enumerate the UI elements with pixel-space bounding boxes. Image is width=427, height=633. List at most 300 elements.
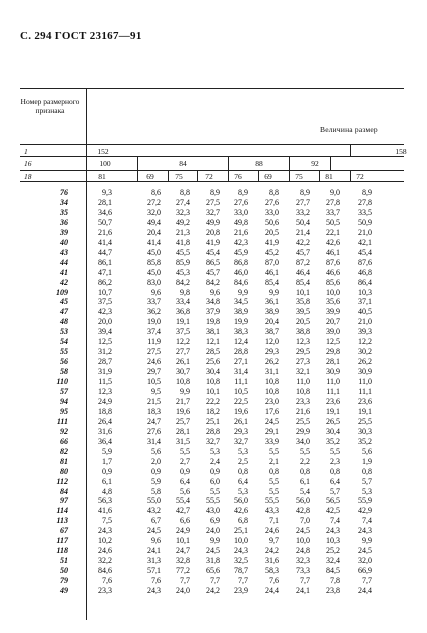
table-cell: 29,3: [234, 426, 248, 436]
table-cell: 33,7: [147, 297, 161, 307]
table-cell: 5,3: [238, 486, 248, 496]
header-row3-value-5: 69: [264, 172, 272, 181]
table-cell: 58,3: [265, 566, 279, 576]
table-cell: 12,1: [206, 337, 220, 347]
table-cell: 24,6: [265, 526, 279, 536]
table-cell: 86,1: [98, 257, 112, 267]
table-cell: 46,4: [296, 267, 310, 277]
table-cell: 24,2: [206, 586, 220, 595]
table-cell: 2,5: [238, 456, 248, 466]
table-cell: 45,0: [147, 247, 161, 257]
table-cell: 10,5: [147, 377, 161, 387]
row-key: 92: [60, 426, 68, 436]
row-key: 112: [56, 476, 68, 486]
table-cell: 31,4: [147, 436, 161, 446]
table-cell: 42,3: [234, 237, 248, 247]
table-cell: 39,3: [358, 327, 372, 337]
table-cell: 24,5: [296, 526, 310, 536]
table-cell: 32,7: [206, 207, 220, 217]
table-cell: 27,8: [326, 197, 340, 207]
table-cell: 43,3: [265, 506, 279, 516]
header-rule-2: [20, 156, 404, 157]
table-cell: 24,5: [358, 546, 372, 556]
table-cell: 32,7: [206, 436, 220, 446]
table-cell: 10,0: [326, 287, 340, 297]
table-cell: 24,5: [206, 546, 220, 556]
table-cell: 55,9: [358, 496, 372, 506]
table-cell: 5,5: [269, 446, 279, 456]
header-row1-value-0: 152: [97, 147, 109, 156]
table-cell: 11,0: [358, 377, 372, 387]
table-cell: 23,3: [98, 586, 112, 595]
row-key: 44: [60, 257, 68, 267]
table-cell: 10,0: [234, 536, 248, 546]
row-key: 54: [60, 337, 68, 347]
table-cell: 9,9: [269, 287, 279, 297]
header-divider-2-1: [228, 156, 229, 170]
table-cell: 10,1: [296, 287, 310, 297]
table-cell: 20,4: [265, 317, 279, 327]
header-row2-value-1: 84: [179, 159, 187, 168]
row-key: 48: [60, 317, 68, 327]
table-cell: 7,7: [210, 576, 220, 586]
table-cell: 34,6: [98, 207, 112, 217]
table-cell: 19,9: [234, 317, 248, 327]
header-row3-value-6: 75: [295, 172, 303, 181]
table-cell: 10,8: [296, 387, 310, 396]
row-key: 39: [60, 227, 68, 237]
table-cell: 33,7: [326, 207, 340, 217]
table-cell: 19,6: [234, 406, 248, 416]
table-cell: 12,2: [176, 337, 190, 347]
table-cell: 41,8: [176, 237, 190, 247]
table-cell: 25,6: [206, 357, 220, 367]
label-column-title: Номер размерного признака: [20, 97, 80, 115]
header-key-2: 18: [24, 172, 32, 181]
table-cell: 21,0: [358, 227, 372, 237]
table-cell: 32,3: [176, 207, 190, 217]
table-cell: 55,5: [206, 496, 220, 506]
table-cell: 29,7: [147, 367, 161, 377]
table-cell: 43,2: [147, 506, 161, 516]
row-key: 118: [56, 546, 68, 556]
row-key: 95: [60, 406, 68, 416]
table-cell: 19,1: [358, 406, 372, 416]
row-key: 47: [60, 307, 68, 317]
table-cell: 86,5: [206, 257, 220, 267]
row-key: 35: [60, 207, 68, 217]
table-cell: 28,7: [98, 357, 112, 367]
table-cell: 9,9: [180, 387, 190, 396]
table-cell: 10,8: [206, 377, 220, 387]
table-cell: 6,4: [330, 476, 340, 486]
row-key: 80: [60, 466, 68, 476]
table-cell: 11,0: [326, 377, 340, 387]
header-row3-value-7: 81: [325, 172, 333, 181]
table-cell: 45,2: [265, 247, 279, 257]
table-cell: 9,6: [151, 536, 161, 546]
table-cell: 21,0: [358, 317, 372, 327]
table-cell: 1,7: [102, 456, 112, 466]
table-cell: 8,9: [362, 188, 372, 197]
table-cell: 2,0: [151, 456, 161, 466]
row-key: 55: [60, 347, 68, 357]
table-cell: 29,1: [265, 426, 279, 436]
table-cell: 85,4: [265, 277, 279, 287]
table-cell: 5,5: [269, 486, 279, 496]
row-key: 66: [60, 436, 68, 446]
table-cell: 47,1: [98, 267, 112, 277]
table-cell: 7,4: [362, 516, 372, 526]
table-cell: 22,1: [326, 227, 340, 237]
header-row3-value-8: 72: [356, 172, 364, 181]
table-cell: 24,0: [176, 586, 190, 595]
table-cell: 5,5: [300, 446, 310, 456]
table-cell: 25,1: [234, 526, 248, 536]
table-cell: 31,6: [98, 426, 112, 436]
table-cell: 31,9: [98, 367, 112, 377]
table-cell: 10,8: [265, 387, 279, 396]
table-cell: 21,4: [296, 227, 310, 237]
table-cell: 24,2: [265, 546, 279, 556]
table-cell: 24,1: [147, 546, 161, 556]
table-cell: 32,4: [326, 556, 340, 566]
table-cell: 24,6: [98, 546, 112, 556]
table-cell: 8,9: [300, 188, 310, 197]
table-cell: 21,3: [176, 227, 190, 237]
table-cell: 45,9: [234, 247, 248, 257]
table-cell: 43,0: [206, 506, 220, 516]
header-rule-4: [20, 181, 404, 182]
table-cell: 6,7: [151, 516, 161, 526]
header-row1-value-1: 158: [395, 147, 407, 156]
table-cell: 26,1: [234, 416, 248, 426]
table-cell: 56,0: [234, 496, 248, 506]
table-cell: 31,4: [234, 367, 248, 377]
table-cell: 21,7: [176, 396, 190, 406]
row-key: 40: [60, 237, 68, 247]
table-cell: 86,8: [234, 257, 248, 267]
table-cell: 18,8: [98, 406, 112, 416]
table-cell: 42,5: [326, 506, 340, 516]
header-row2-value-3: 92: [311, 159, 319, 168]
table-cell: 12,2: [358, 337, 372, 347]
table-cell: 84,6: [234, 277, 248, 287]
table-cell: 32,0: [358, 556, 372, 566]
table-cell: 87,0: [265, 257, 279, 267]
table-cell: 5,5: [330, 446, 340, 456]
table-cell: 45,7: [206, 267, 220, 277]
table-cell: 0,9: [180, 466, 190, 476]
table-cell: 45,0: [147, 267, 161, 277]
table-cell: 33,0: [265, 207, 279, 217]
row-key: 42: [60, 277, 68, 287]
table-cell: 0,8: [330, 466, 340, 476]
row-key: 41: [60, 267, 68, 277]
table-cell: 10,1: [206, 387, 220, 396]
table-cell: 8,9: [238, 188, 248, 197]
table-cell: 27,6: [265, 197, 279, 207]
table-cell: 26,2: [265, 357, 279, 367]
table-cell: 2,1: [269, 456, 279, 466]
table-cell: 24,3: [358, 526, 372, 536]
table-cell: 46,6: [326, 267, 340, 277]
table-cell: 5,5: [269, 476, 279, 486]
table-cell: 24,4: [358, 586, 372, 595]
table-cell: 5,9: [151, 476, 161, 486]
table-cell: 25,1: [206, 416, 220, 426]
table-cell: 28,8: [206, 426, 220, 436]
table-cell: 10,5: [234, 387, 248, 396]
table-cell: 45,4: [358, 247, 372, 257]
table-cell: 7,7: [362, 576, 372, 586]
table-cell: 6,8: [238, 516, 248, 526]
table-cell: 36,8: [176, 307, 190, 317]
table-cell: 32,8: [176, 556, 190, 566]
table-cell: 20,8: [206, 227, 220, 237]
table-cell: 49,2: [176, 217, 190, 227]
table-cell: 29,5: [296, 347, 310, 357]
table-cell: 33,0: [234, 207, 248, 217]
table-cell: 42,2: [296, 237, 310, 247]
table-cell: 42,9: [358, 506, 372, 516]
table-cell: 9,8: [180, 287, 190, 297]
table-cell: 7,8: [330, 576, 340, 586]
table-cell: 7,6: [102, 576, 112, 586]
header-divider-1: [350, 144, 351, 156]
table-cell: 84,6: [98, 566, 112, 576]
table-cell: 7,6: [269, 576, 279, 586]
table-cell: 25,7: [176, 416, 190, 426]
header-row3-value-3: 72: [205, 172, 213, 181]
table-cell: 23,9: [234, 586, 248, 595]
table-cell: 24,8: [296, 546, 310, 556]
table-cell: 85,4: [296, 277, 310, 287]
table-cell: 28,1: [98, 197, 112, 207]
table-cell: 56,0: [296, 496, 310, 506]
table-cell: 5,8: [151, 486, 161, 496]
table-cell: 19,1: [176, 317, 190, 327]
table-cell: 7,7: [300, 576, 310, 586]
table-cell: 31,5: [176, 436, 190, 446]
table-cell: 24,5: [147, 526, 161, 536]
table-cell: 10,8: [265, 377, 279, 387]
table-cell: 31,2: [98, 347, 112, 357]
table-cell: 83,0: [147, 277, 161, 287]
table-cell: 33,5: [358, 207, 372, 217]
table-cell: 39,9: [326, 307, 340, 317]
table-cell: 39,4: [98, 327, 112, 337]
row-key: 94: [60, 396, 68, 406]
table-cell: 45,4: [206, 247, 220, 257]
table-cell: 8,8: [269, 188, 279, 197]
table-cell: 9,5: [151, 387, 161, 396]
table-cell: 19,1: [326, 406, 340, 416]
table-cell: 21,6: [296, 406, 310, 416]
table-cell: 27,8: [358, 197, 372, 207]
table-cell: 38,1: [206, 327, 220, 337]
table-cell: 86,2: [98, 277, 112, 287]
table-cell: 41,9: [265, 237, 279, 247]
header-row2-value-2: 88: [255, 159, 263, 168]
table-cell: 32,3: [296, 556, 310, 566]
table-cell: 23,0: [265, 396, 279, 406]
table-cell: 55,4: [176, 496, 190, 506]
table-cell: 39,5: [296, 307, 310, 317]
table-cell: 32,7: [234, 436, 248, 446]
table-cell: 42,1: [358, 237, 372, 247]
table-cell: 6,1: [300, 476, 310, 486]
table-cell: 50,4: [296, 217, 310, 227]
table-cell: 24,0: [206, 526, 220, 536]
table-cell: 19,6: [176, 406, 190, 416]
table-cell: 31,6: [265, 556, 279, 566]
table-cell: 7,7: [238, 576, 248, 586]
table-cell: 85,9: [176, 257, 190, 267]
table-cell: 29,9: [296, 426, 310, 436]
table-cell: 0,9: [102, 466, 112, 476]
table-cell: 37,9: [206, 307, 220, 317]
table-cell: 24,3: [147, 586, 161, 595]
table-cell: 5,4: [300, 486, 310, 496]
table-cell: 49,4: [147, 217, 161, 227]
table-cell: 87,2: [296, 257, 310, 267]
table-cell: 45,7: [296, 247, 310, 257]
table-cell: 46,0: [234, 267, 248, 277]
table-cell: 84,2: [206, 277, 220, 287]
table-cell: 27,2: [147, 197, 161, 207]
header-row3-value-1: 69: [146, 172, 154, 181]
table-cell: 28,8: [234, 347, 248, 357]
table-cell: 42,6: [326, 237, 340, 247]
table-cell: 5,3: [362, 486, 372, 496]
table-cell: 56,5: [326, 496, 340, 506]
table-cell: 23,3: [296, 396, 310, 406]
table-cell: 78,7: [234, 566, 248, 576]
table-cell: 11,1: [234, 377, 248, 387]
header-divider-2-2: [289, 156, 290, 170]
table-cell: 50,9: [358, 217, 372, 227]
header-row3-value-0: 81: [98, 172, 106, 181]
table-cell: 30,4: [206, 367, 220, 377]
table-cell: 7,6: [151, 576, 161, 586]
row-key: 43: [60, 247, 68, 257]
table-cell: 46,1: [326, 247, 340, 257]
table-cell: 46,8: [358, 267, 372, 277]
table-cell: 21,6: [98, 227, 112, 237]
table-cell: 24,7: [147, 416, 161, 426]
header-key-0: 1: [24, 147, 28, 156]
row-key: 56: [60, 357, 68, 367]
table-cell: 0,9: [151, 466, 161, 476]
table-cell: 30,2: [358, 347, 372, 357]
table-cell: 27,3: [296, 357, 310, 367]
table-cell: 38,8: [296, 327, 310, 337]
table-cell: 9,0: [330, 188, 340, 197]
table-cell: 24,3: [98, 526, 112, 536]
table-cell: 37,5: [98, 297, 112, 307]
table-cell: 7,7: [180, 576, 190, 586]
table-cell: 31,1: [265, 367, 279, 377]
table-cell: 30,7: [176, 367, 190, 377]
table-cell: 12,0: [265, 337, 279, 347]
table-top-rule: [20, 88, 404, 89]
table-cell: 84,5: [326, 566, 340, 576]
table-cell: 18,2: [206, 406, 220, 416]
table-cell: 1,9: [362, 456, 372, 466]
table-cell: 11,1: [326, 387, 340, 396]
table-cell: 28,1: [176, 426, 190, 436]
header-row3-value-2: 75: [175, 172, 183, 181]
table-cell: 30,9: [358, 367, 372, 377]
table-cell: 45,3: [176, 267, 190, 277]
header-rule-3: [20, 170, 404, 171]
table-cell: 17,6: [265, 406, 279, 416]
table-cell: 19,0: [147, 317, 161, 327]
table-cell: 9,7: [269, 536, 279, 546]
table-cell: 20,5: [296, 317, 310, 327]
table-cell: 5,6: [362, 446, 372, 456]
table-cell: 86,4: [358, 277, 372, 287]
row-key: 110: [56, 377, 68, 387]
table-cell: 42,3: [98, 307, 112, 317]
table-cell: 55,0: [147, 496, 161, 506]
table-cell: 84,2: [176, 277, 190, 287]
row-key: 84: [60, 486, 68, 496]
table-cell: 41,9: [206, 237, 220, 247]
table-cell: 0,8: [238, 466, 248, 476]
row-key: 58: [60, 367, 68, 377]
table-cell: 10,1: [176, 536, 190, 546]
table-cell: 27,7: [176, 347, 190, 357]
row-key: 51: [60, 556, 68, 566]
table-cell: 10,3: [358, 287, 372, 297]
table-cell: 42,6: [234, 506, 248, 516]
table-cell: 21,5: [147, 396, 161, 406]
table-cell: 45,5: [176, 247, 190, 257]
table-cell: 10,7: [98, 287, 112, 297]
table-cell: 35,2: [326, 436, 340, 446]
table-cell: 5,3: [210, 446, 220, 456]
table-cell: 5,6: [151, 446, 161, 456]
table-cell: 34,0: [296, 436, 310, 446]
table-cell: 37,5: [176, 327, 190, 337]
row-key: 45: [60, 297, 68, 307]
row-key: 79: [60, 576, 68, 586]
row-key: 50: [60, 566, 68, 576]
table-cell: 38,7: [265, 327, 279, 337]
table-cell: 38,9: [265, 307, 279, 317]
table-cell: 6,4: [180, 476, 190, 486]
table-cell: 26,4: [98, 416, 112, 426]
table-cell: 24,9: [98, 396, 112, 406]
table-cell: 5,7: [330, 486, 340, 496]
table-cell: 27,6: [147, 426, 161, 436]
table-cell: 2,7: [180, 456, 190, 466]
table-cell: 12,5: [98, 337, 112, 347]
header-rule-1: [86, 144, 404, 145]
table-cell: 12,4: [234, 337, 248, 347]
table-cell: 42,7: [176, 506, 190, 516]
row-key: 97: [60, 496, 68, 506]
table-cell: 10,8: [176, 377, 190, 387]
table-cell: 7,1: [269, 516, 279, 526]
table-cell: 27,5: [147, 347, 161, 357]
table-cell: 6,0: [210, 476, 220, 486]
table-cell: 35,8: [296, 297, 310, 307]
table-cell: 35,2: [358, 436, 372, 446]
table-cell: 2,3: [330, 456, 340, 466]
